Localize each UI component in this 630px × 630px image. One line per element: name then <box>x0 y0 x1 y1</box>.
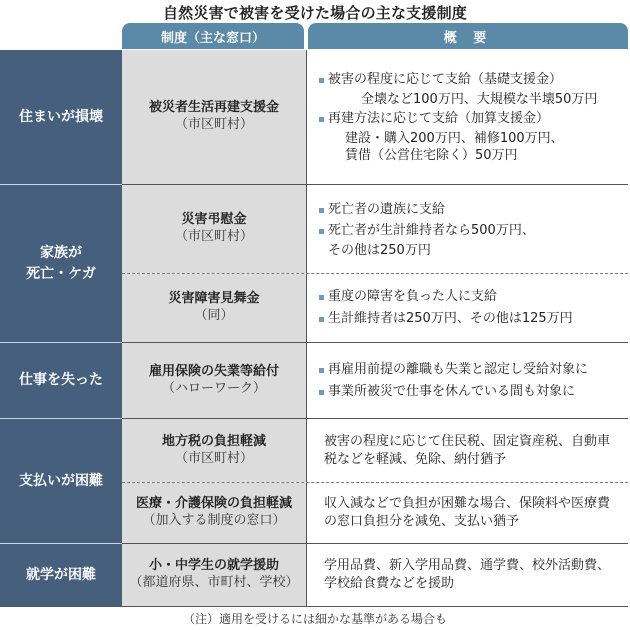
institution-cell <box>122 483 307 543</box>
table-row-payment <box>0 419 628 543</box>
column-header-institution: 制度（主な窓口） <box>122 23 304 49</box>
overview-text: 収入減などで負担が困難な場合、保険料や医療費の窓口負担分を減免、支払い猶予 <box>324 496 611 529</box>
institution-cell <box>122 50 307 184</box>
overview-cell <box>307 274 628 342</box>
bullet-item: 死亡者が生計維持者なら500万円、 <box>319 222 628 240</box>
institution-office: （加入する制度の窓口） <box>142 513 286 528</box>
institution-office: （市区町村） <box>174 450 253 466</box>
category-school: 就学が困難 <box>0 544 122 606</box>
table-bottom-border <box>0 606 628 607</box>
institution-cell <box>122 185 307 273</box>
sub-line: 建設・購入200万円、補修100万円、 <box>345 130 564 146</box>
table-row-family <box>0 185 628 342</box>
sub-line: 賃借（公営住宅除く）50万円 <box>345 148 518 164</box>
bullet-icon <box>319 229 324 234</box>
institution-cell <box>122 419 307 482</box>
overview-cell <box>307 483 628 543</box>
overview-cell <box>307 185 628 273</box>
table-row-housing <box>0 50 628 184</box>
institution-cell <box>122 343 307 418</box>
category-housing: 住まいが損壊 <box>0 50 122 184</box>
overview-cell <box>307 50 628 184</box>
institution-office: （ハローワーク） <box>161 380 266 396</box>
bullet-item: 再雇用前提の離職も失業と認定し受給対象に <box>319 361 628 379</box>
bullet-icon <box>319 317 324 322</box>
institution-office: （市区町村） <box>174 229 253 244</box>
institution-name: 雇用保険の失業等給付 <box>148 363 279 379</box>
dashed-divider <box>122 273 628 274</box>
dashed-divider <box>122 482 628 483</box>
bullet-item: 死亡者の遺族に支給 <box>319 201 628 219</box>
institution-cell <box>122 274 307 342</box>
category-family: 家族が 死亡・ケガ <box>0 185 122 342</box>
footnote: （注）適用を受けるには細かな基準がある場合も <box>182 612 447 626</box>
bullet-icon <box>319 117 324 122</box>
institution-name: 医療・介護保険の負担軽減 <box>135 496 292 512</box>
sub-line: 全壊など100万円、大規模な半壊50万円 <box>361 91 598 107</box>
bullet-item: 再建方法に応じて支給（加算支援金） <box>319 110 628 128</box>
bullet-icon <box>319 390 324 395</box>
institution-cell <box>122 544 307 606</box>
sub-line: その他は250万円 <box>328 242 431 258</box>
institution-office: （市区町村） <box>174 117 253 132</box>
overview-text: 学用品費、新入学用品費、通学費、校外活動費、学校給食費などを援助 <box>324 558 611 591</box>
institution-name: 小・中学生の就学援助 <box>148 558 279 574</box>
overview-cell <box>307 419 628 482</box>
institution-name: 災害弔慰金 <box>181 212 247 228</box>
institution-name: 災害障害見舞金 <box>168 291 260 307</box>
table-row-job <box>0 343 628 418</box>
category-job: 仕事を失った <box>0 343 122 418</box>
bullet-item: 被害の程度に応じて支給（基礎支援金） <box>319 71 628 89</box>
category-payment: 支払いが困難 <box>0 419 122 543</box>
bullet-icon <box>319 295 324 300</box>
bullet-icon <box>319 78 324 83</box>
overview-cell <box>307 343 628 418</box>
column-header-overview: 概 要 <box>308 23 628 49</box>
overview-cell <box>307 544 628 606</box>
bullet-icon <box>319 368 324 373</box>
institution-office: （都道府県、市町村、学校） <box>129 575 299 590</box>
chart-title: 自然災害で被害を受けた場合の主な支援制度 <box>162 4 467 22</box>
bullet-item: 事業所被災で仕事を休んでいる間も対象に <box>319 383 628 401</box>
bullet-item: 重度の障害を負った人に支給 <box>319 288 628 306</box>
bullet-icon <box>319 208 324 213</box>
institution-name: 被災者生活再建支援金 <box>148 100 279 116</box>
table-row-school <box>0 544 628 606</box>
bullet-item: 生計維持者は250万円、その他は125万円 <box>319 310 628 328</box>
overview-text: 被害の程度に応じて住民税、固定資産税、自動車税などを軽減、免除、納付猶予 <box>324 433 611 467</box>
institution-office: （同） <box>194 308 234 323</box>
institution-name: 地方税の負担軽減 <box>161 433 266 449</box>
